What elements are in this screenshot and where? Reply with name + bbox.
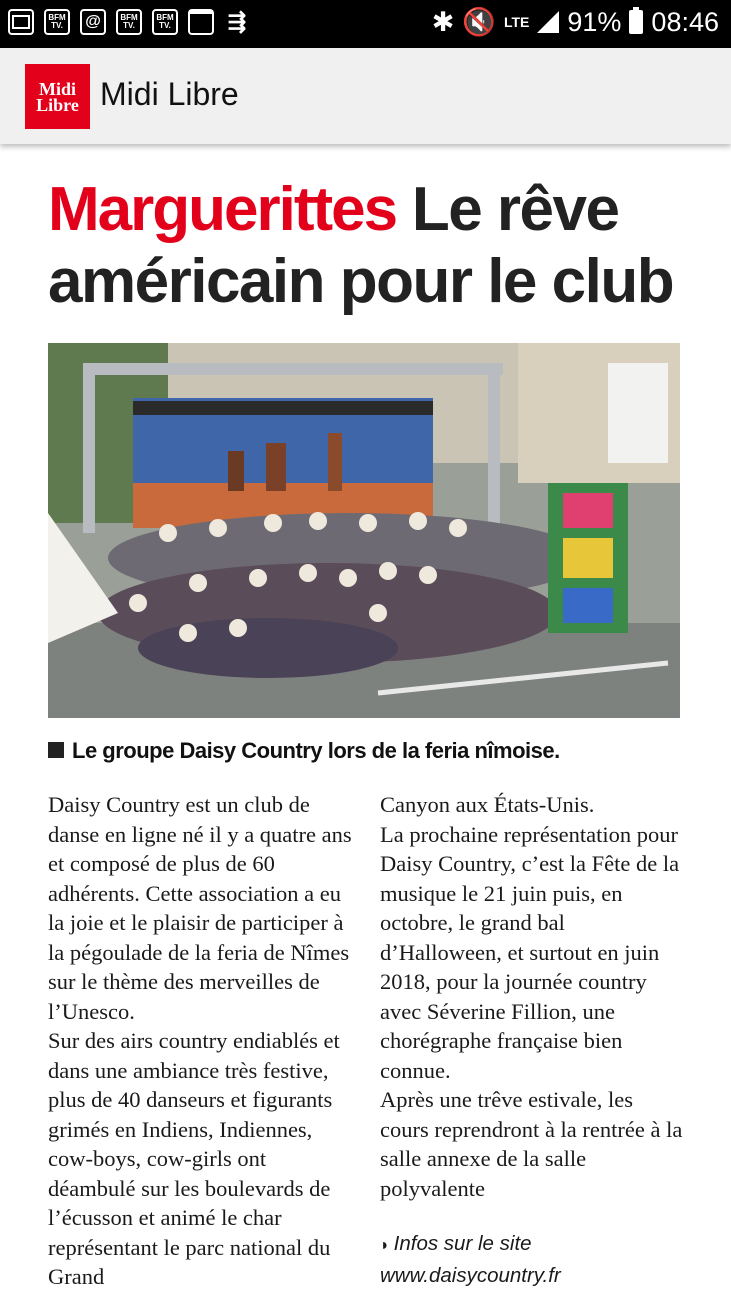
logo-line-2: Libre — [36, 94, 79, 115]
clock: 08:46 — [651, 6, 719, 37]
network-type: LTE — [503, 14, 530, 30]
article-headline — [48, 174, 708, 318]
paragraph: Daisy Country est un club de danse en ligne né il y a quatre ans et composé de plus de 60 adhérents. Cette association a eu la joie et le plaisir de participer à la pégoulade de la feria de Nîmes sur le thème des merveilles de l’Unesco. — [48, 792, 352, 1024]
info-url[interactable]: www.daisycountry.fr — [380, 1264, 561, 1287]
headline-title: Le rêve américain pour le club — [48, 175, 674, 316]
bfm-tv-icon — [44, 9, 70, 35]
battery-icon — [629, 10, 643, 34]
battery-percent: 91% — [567, 6, 622, 37]
caption-square-icon — [48, 742, 64, 758]
caption-text: Le groupe Daisy Country lors de la feria nîmoise. — [72, 738, 560, 763]
paragraph: Canyon aux États-Unis. — [380, 792, 595, 817]
signal-icon — [537, 11, 559, 33]
midi-libre-logo[interactable] — [25, 64, 90, 129]
bfm-tv-label: BFM TV. — [156, 13, 174, 30]
bfm-tv-label: BFM TV. — [120, 13, 138, 30]
at-icon: @ — [80, 9, 106, 35]
article-column-1 — [48, 790, 353, 1292]
status-bar — [0, 0, 731, 48]
logo-line-1: Midi — [38, 78, 76, 99]
bluetooth-icon: ✱ — [431, 6, 455, 37]
paragraph: La prochaine représentation pour Daisy Country, c’est la Fête de la musique le 21 juin puis, en octobre, le grand bal d’Halloween, et surtout en juin 2018, pour la journée country avec Séverine Fillion, une chorégraphe française bien connue. — [380, 821, 680, 1083]
system-icons — [432, 6, 719, 38]
sync-icon: ⇶ — [227, 9, 247, 34]
mute-icon: 🔇 — [462, 7, 496, 37]
group-photo-illustration — [48, 343, 680, 718]
info-block — [380, 1229, 685, 1291]
info-label: Infos sur le site — [393, 1232, 532, 1255]
bfm-tv-label: BFM TV. — [48, 13, 66, 30]
paragraph: Après une trêve estivale, les cours reprendront à la rentrée à la salle annexe de la salle polyvalente — [380, 1087, 683, 1201]
bfm-tv-icon — [116, 9, 142, 35]
paragraph: Sur des airs country endiablés et dans une ambiance très festive, plus de 40 danseurs et figurants grimés en Indiens, Indiennes, cow-boys, cow-girls ont déambulé sur les boulevards de l’écusson et animé le char représentant le parc national du Grand — [48, 1028, 340, 1289]
photo-caption — [48, 738, 688, 764]
notification-icons — [8, 9, 250, 35]
headline-kicker: Marguerittes — [48, 175, 397, 244]
article-photo[interactable] — [48, 343, 680, 718]
app-bar — [0, 48, 731, 144]
gmail-icon — [8, 9, 34, 35]
calendar-icon — [188, 9, 214, 35]
bfm-tv-icon — [152, 9, 178, 35]
article-column-2 — [380, 790, 685, 1291]
bullet-icon: ◗ — [380, 1237, 390, 1254]
app-title: Midi Libre — [100, 76, 239, 112]
